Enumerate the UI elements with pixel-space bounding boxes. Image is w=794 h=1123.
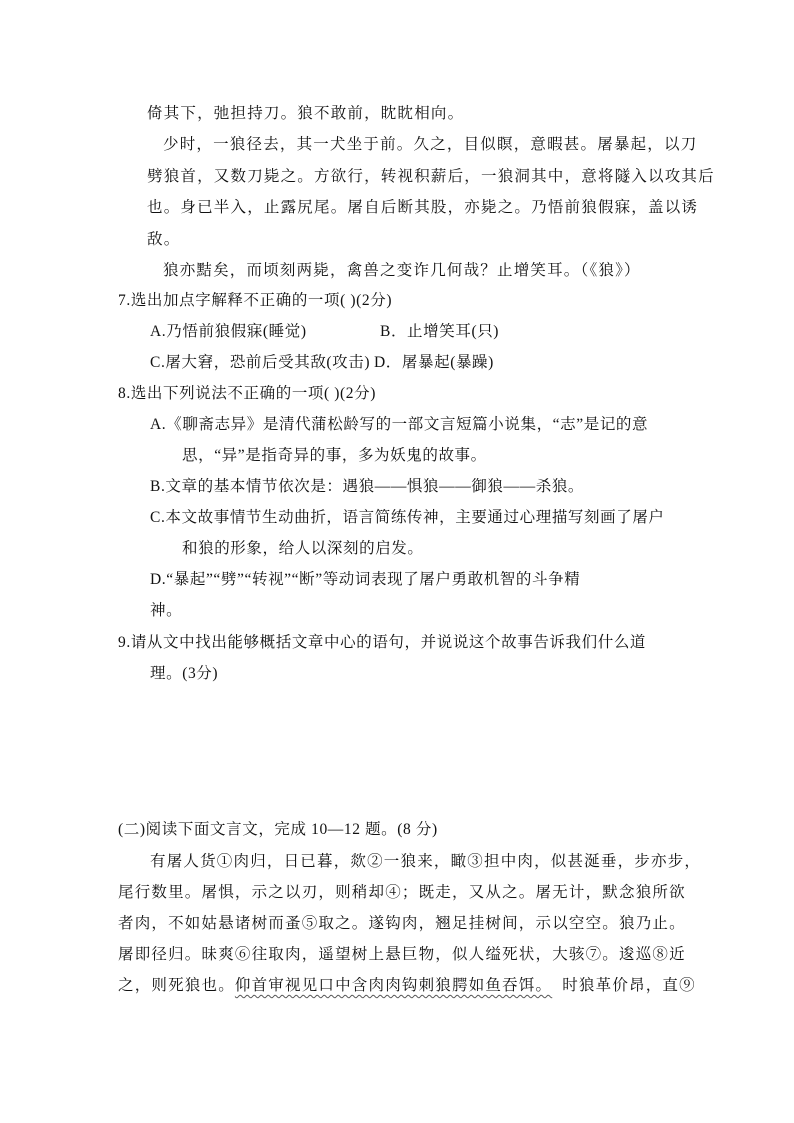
question-9-line2: 理。(3分) — [150, 665, 219, 682]
passage-line-3: 劈狼首，又数刀毙之。方欲行，转视积薪后，一狼洞其中，意将隧入以攻其后 — [147, 167, 715, 185]
question-8-option-d-line2: 神。 — [150, 602, 183, 619]
passage-line-1: 倚其下，弛担持刀。狼不敢前，眈眈相向。 — [147, 104, 465, 122]
question-7-option-a: A.乃悟前狼假寐(睡觉) — [150, 323, 307, 340]
passage-line-2: 少时，一狼径去，其一犬坐于前。久之，目似瞑，意暇甚。屠暴起，以刀 — [163, 135, 698, 153]
question-8-option-d-line1: D.“暴起”“劈”“转视”“断”等动词表现了屠户勇敢机智的斗争精 — [150, 571, 581, 588]
passage-line-6: 狼亦黠矣，而顷刻两毙，禽兽之变诈几何哉？止增笑耳。（《狼》） — [163, 261, 641, 279]
passage2-underlined-sentence: 仰首审视见口中含肉肉钩刺狼腭如鱼吞饵。 — [234, 976, 553, 994]
question-8-option-c-line1: C.本文故事情节生动曲折，语言简练传神，主要通过心理描写刻画了屠户 — [150, 509, 665, 526]
question-8-stem: 8.选出下列说法不正确的一项( )(2分) — [118, 385, 376, 402]
question-7-stem: 7.选出加点字解释不正确的一项( )(2分) — [118, 292, 393, 309]
passage2-line-2: 尾行数里。屠惧，示之以刃，则稍却④；既走，又从之。屠无计，默念狼所欲 — [118, 883, 686, 901]
question-7-option-c: C.屠大窘，恐前后受其敌(攻击) — [150, 354, 371, 371]
question-7-option-d: D．屠暴起(暴躁) — [374, 354, 494, 371]
question-8-option-c-line2: 和狼的形象，给人以深刻的启发。 — [182, 540, 424, 557]
question-7-option-b: B．止增笑耳(只) — [380, 323, 500, 340]
section-2-heading: (二)阅读下面文言文，完成 10—12 题。(8 分) — [118, 821, 438, 838]
passage2-line-4: 屠即径归。昧爽⑥往取肉，遥望树上悬巨物，似人缢死状，大骇⑦。逡巡⑧近 — [118, 945, 686, 963]
passage2-line-3: 者肉，不如姑悬诸树而蚤⑤取之。遂钩肉，翘足挂树间，示以空空。狼乃止。 — [118, 914, 686, 932]
passage2-line-5 — [118, 975, 696, 995]
question-8-option-a-line2: 思，“异”是指奇异的事，多为妖鬼的故事。 — [182, 447, 487, 464]
passage2-line-1: 有屠人货①肉归，日已暮，欻②一狼来，瞰③担中肉，似甚涎垂，步亦步， — [150, 852, 702, 870]
question-8-option-b: B.文章的基本情节依次是：遇狼——惧狼——御狼——杀狼。 — [150, 478, 585, 495]
question-9-line1: 9.请从文中找出能够概括文章中心的语句，并说说这个故事告诉我们什么道 — [118, 634, 647, 651]
passage2-line-5-start: 之，则死狼也。 — [118, 976, 235, 994]
passage2-line-5-end: 时狼革价昂，直⑨ — [562, 976, 696, 994]
passage-line-4: 也。身已半入，止露尻尾。屠自后断其股，亦毙之。乃悟前狼假寐，盖以诱 — [147, 198, 699, 216]
question-8-option-a-line1: A.《聊斋志异》是清代蒲松龄写的一部文言短篇小说集，“志”是记的意 — [150, 416, 649, 433]
passage-line-5: 敌。 — [147, 230, 181, 248]
